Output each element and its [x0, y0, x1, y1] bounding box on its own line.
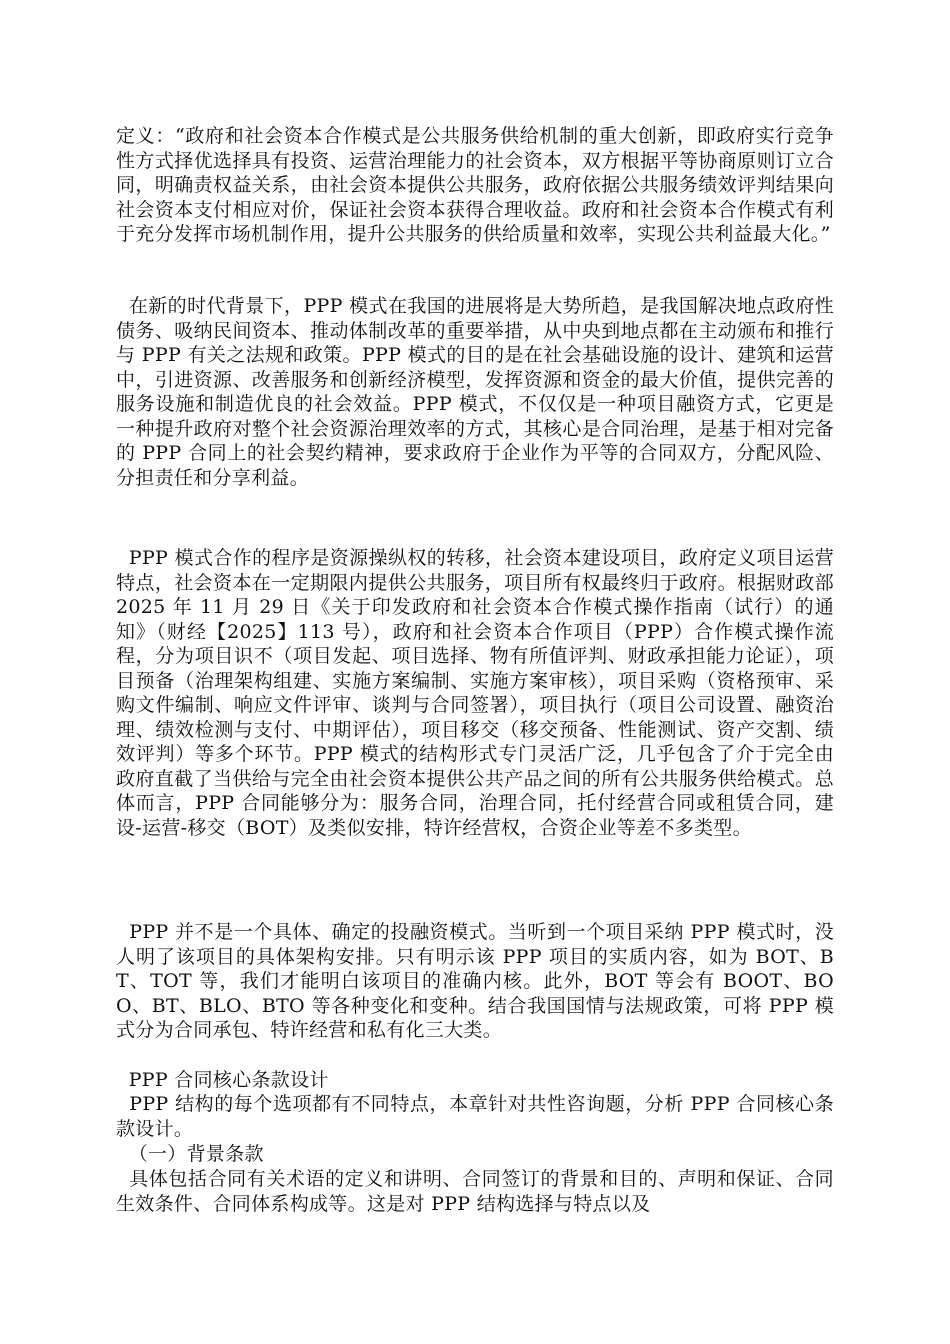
paragraph-core-clauses-intro: PPP 结构的每个选项都有不同特点，本章针对共性咨询题，分析 PPP 合同核心条款设计。 [116, 1093, 835, 1140]
paragraph-ppp-procedure: PPP 模式合作的程序是资源操纵权的转移，社会资本建设项目，政府定义项目运营特点，社会资本在一定期限内提供公共服务，项目所有权最终归于政府。根据财政部 2025 年 11 月 29 日《关于印发政府和社会资本合作模式操作指南（试行）的通知》（财经【2025】113 号），政府和社会资本合作项目（PPP）合作模式操作流程，分为项目识不（项目发起、项目选择、物有所值评判、财政承担能力论证），项目预备（治理架构组建、实施方案编制、实施方案审核），项目采购（资格预审、采购文件编制、响应文件评审、谈判与合同签署），项目执行（项目公司设置、融资治理、绩效检测与支付、中期评估），项目移交（移交预备、性能测试、资产交割、绩效评判）等多个环节。PPP 模式的结构形式专门灵活广泛，几乎包含了介于完全由政府直截了当供给与完全由社会资本提供公共产品之间的所有公共服务供给模式。总体而言，PPP 合同能够分为：服务合同，治理合同，托付经营合同或租赁合同，建设-运营-移交（BOT）及类似安排，特许经营权，合资企业等差不多类型。 [116, 547, 841, 839]
subsection-heading-background-clauses: （一）背景条款 [116, 1143, 264, 1165]
paragraph-ppp-background: 在新的时代背景下，PPP 模式在我国的进展将是大势所趋，是我国解决地点政府性债务、吸纳民间资本、推动体制改革的重要举措，从中央到地点都在主动颁布和推行与 PPP 有关之法规和政策。PPP 模式的目的是在社会基础设施的设计、建筑和运营中，引进资源、改善服务和创新经济模型，发挥资源和资金的最大价值，提供完善的服务设施和制造优良的社会效益。PPP 模式，不仅仅是一种项目融资方式，它更是一种提升政府对整个社会资源治理效率的方式，其核心是合同治理，是基于相对完备的 PPP 合同上的社会契约精神，要求政府于企业作为平等的合同双方，分配风险、分担责任和分享利益。 [116, 295, 834, 489]
paragraph-definition: 定义：“政府和社会资本合作模式是公共服务供给机制的重大创新，即政府实行竞争性方式择优选择具有投资、运营治理能力的社会资本，双方根据平等协商原则订立合同，明确责权益关系，由社会资本提供公共服务，政府依据公共服务绩效评判结果向社会资本支付相应对价，保证社会资本获得合理收益。政府和社会资本合作模式有利于充分发挥市场机制作用，提升公共服务的供给质量和效率，实现公共利益最大化。” [116, 125, 834, 245]
section-heading-core-clauses: PPP 合同核心条款设计 [116, 1069, 329, 1091]
paragraph-ppp-types: PPP 并不是一个具体、确定的投融资模式。当听到一个项目采纳 PPP 模式时，没人明了该项目的具体架构安排。只有明示该 PPP 项目的实质内容，如为 BOT、BT、TOT 等，我们才能明白该项目的准确内核。此外，BOT 等会有 BOOT、BOO、BT、BLO、BTO 等各种变化和变种。结合我国国情与法规政策，可将 PPP 模式分为合同承包、特许经营和私有化三大类。 [116, 921, 835, 1041]
paragraph-background-clauses: 具体包括合同有关术语的定义和讲明、合同签订的背景和目的、声明和保证、合同生效条件、合同体系构成等。这是对 PPP 结构选择与特点以及 [116, 1168, 834, 1215]
